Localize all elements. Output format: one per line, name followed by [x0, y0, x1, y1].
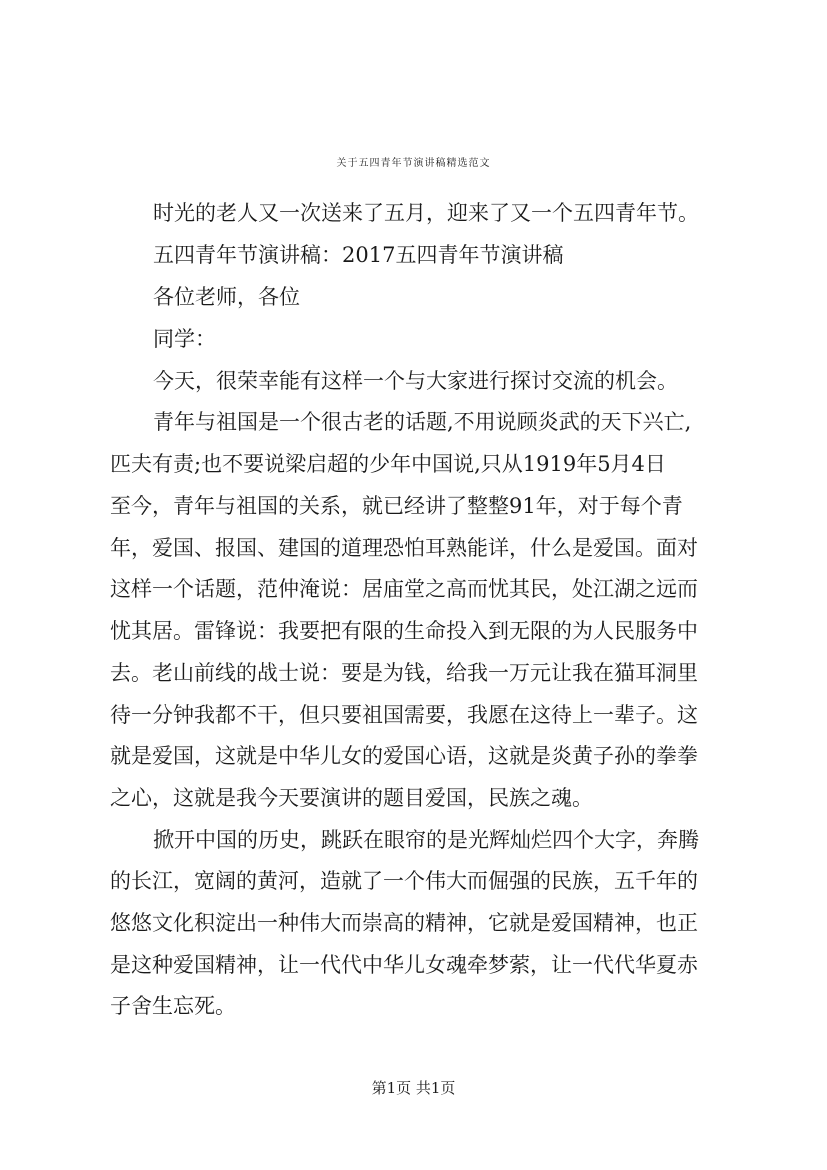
paragraph-1-line: 这样一个话题，范仲淹说：居庙堂之高而忧其民，处江湖之远而 [110, 577, 698, 601]
document-title: 关于五四青年节演讲稿精选范文 [336, 158, 491, 169]
intro-line: 五四青年节演讲稿：2017五四青年节演讲稿 [153, 243, 564, 267]
paragraph-2-line: 掀开中国的历史，跳跃在眼帘的是光辉灿烂四个大字，奔腾 [153, 828, 699, 852]
paragraph-1-line: 年，爱国、报国、建国的道理恐怕耳熟能详，什么是爱国。面对 [110, 536, 698, 560]
paragraph-2-line: 悠悠文化积淀出一种伟大而崇高的精神，它就是爱国精神，也正 [110, 911, 698, 935]
paragraph-1-line: 匹夫有责;也不要说梁启超的少年中国说,只从1919年5月4日 [110, 452, 666, 476]
paragraph-1-line: 去。老山前线的战士说：要是为钱，给我一万元让我在猫耳洞里 [110, 661, 698, 685]
paragraph-1-line: 之心，这就是我今天要演讲的题目爱国，民族之魂。 [110, 786, 593, 810]
intro-line: 时光的老人又一次送来了五月，迎来了又一个五四青年节。 [153, 201, 699, 225]
page-number-footer: 第1页 共1页 [371, 1079, 456, 1097]
intro-line: 各位老师，各位 [153, 285, 300, 309]
paragraph-2-line: 的长江，宽阔的黄河，造就了一个伟大而倔强的民族，五千年的 [110, 869, 698, 893]
paragraph-1-line: 就是爱国，这就是中华儿女的爱国心语，这就是炎黄子孙的拳拳 [110, 744, 698, 768]
paragraph-1-line: 至今，青年与祖国的关系，就已经讲了整整91年，对于每个青 [110, 494, 683, 518]
paragraph-2-line: 是这种爱国精神，让一代代中华儿女魂牵梦萦，让一代代华夏赤 [110, 953, 698, 977]
intro-line: 同学： [153, 327, 216, 351]
paragraph-1-line: 待一分钟我都不干，但只要祖国需要，我愿在这待上一辈子。这 [110, 703, 698, 727]
paragraph-1-line: 青年与祖国是一个很古老的话题,不用说顾炎武的天下兴亡, [153, 410, 692, 434]
paragraph-1-line: 忧其居。雷锋说：我要把有限的生命投入到无限的为人民服务中 [110, 619, 698, 643]
paragraph-2-line: 子舍生忘死。 [110, 994, 236, 1018]
intro-line: 今天，很荣幸能有这样一个与大家进行探讨交流的机会。 [153, 369, 678, 393]
